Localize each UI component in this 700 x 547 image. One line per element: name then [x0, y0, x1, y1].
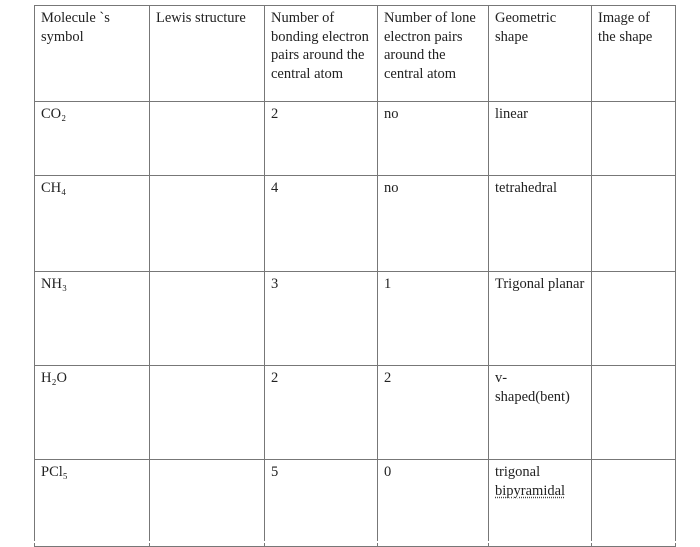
- bonding-cell: 4: [265, 176, 378, 272]
- image-cell: [592, 366, 676, 460]
- lone-pairs-cell: no: [378, 176, 489, 272]
- shape-line-1: trigonal: [495, 464, 541, 480]
- lone-pairs-cell: no: [378, 102, 489, 176]
- lone-pairs-cell: 0: [378, 460, 489, 547]
- bonding-cell: 5: [265, 460, 378, 547]
- lewis-cell: [150, 176, 265, 272]
- molecule-formula: CO₂: [41, 106, 67, 122]
- lewis-cell: [150, 366, 265, 460]
- lone-pairs-cell: 2: [378, 366, 489, 460]
- shape-line-2: bipyramidal: [495, 482, 566, 499]
- table-row: [35, 176, 676, 272]
- shape-line-1: v-: [495, 370, 508, 386]
- lewis-cell: [150, 102, 265, 176]
- molecule-cell: [35, 176, 150, 272]
- table-row: [35, 460, 676, 547]
- header-geometric-shape: Geometric shape: [489, 6, 592, 102]
- header-lone-pairs: Number of lone electron pairs around the central atom: [378, 6, 489, 102]
- image-cell: [592, 102, 676, 176]
- image-cell: [592, 176, 676, 272]
- shape-line-2: shaped(bent): [495, 388, 570, 405]
- molecular-geometry-table: [34, 5, 676, 547]
- shape-cell: Trigonal planar: [489, 272, 592, 366]
- image-cell: [592, 272, 676, 366]
- header-bonding-pairs: Number of bonding electron pairs around the central atom: [265, 6, 378, 102]
- header-molecule-symbol: Molecule `s symbol: [35, 6, 150, 102]
- molecule-cell: [35, 460, 150, 547]
- molecule-cell: [35, 366, 150, 460]
- shape-cell: [489, 460, 592, 547]
- lewis-cell: [150, 272, 265, 366]
- molecule-formula: H₂O: [41, 370, 67, 386]
- bonding-cell: 2: [265, 102, 378, 176]
- header-image-of-shape: Image of the shape: [592, 6, 676, 102]
- molecule-formula: NH₃: [41, 276, 67, 292]
- lewis-cell: [150, 460, 265, 547]
- shape-cell: [489, 366, 592, 460]
- image-cell: [592, 460, 676, 547]
- table-row: [35, 102, 676, 176]
- table-row: [35, 272, 676, 366]
- bonding-cell: 2: [265, 366, 378, 460]
- header-row: [35, 6, 676, 102]
- molecule-cell: [35, 102, 150, 176]
- table-row: [35, 366, 676, 460]
- molecule-formula: PCl₅: [41, 464, 68, 480]
- bonding-cell: 3: [265, 272, 378, 366]
- molecule-formula: CH₄: [41, 180, 67, 196]
- shape-cell: linear: [489, 102, 592, 176]
- header-lewis-structure: Lewis structure: [150, 6, 265, 102]
- shape-cell: tetrahedral: [489, 176, 592, 272]
- molecule-cell: [35, 272, 150, 366]
- lone-pairs-cell: 1: [378, 272, 489, 366]
